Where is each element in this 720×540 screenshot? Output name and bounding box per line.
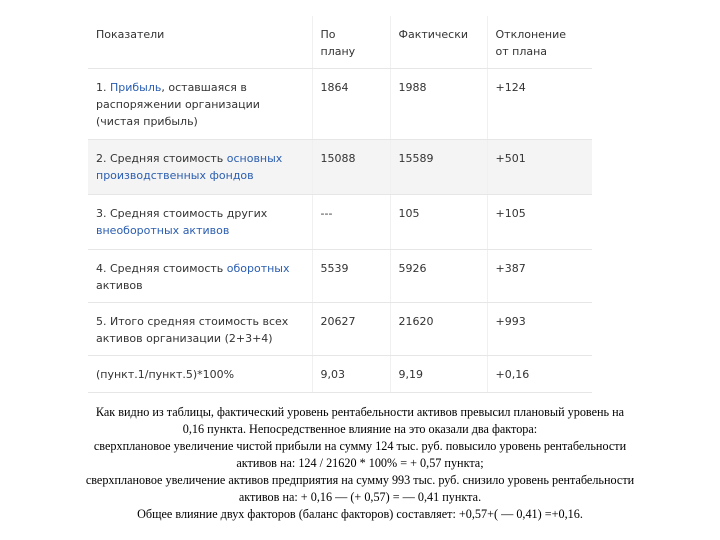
indicators-table — [88, 16, 592, 393]
actual-value: 15589 — [390, 140, 487, 195]
table-row — [88, 69, 592, 140]
term-link[interactable]: основных производственных фондов — [96, 152, 283, 182]
term-link[interactable]: оборотных — [226, 262, 290, 275]
term-link[interactable]: внеоборотных активов — [96, 224, 230, 237]
analysis-line: Как видно из таблицы, фактический уровень рентабельности активов превысил плановый уровень на — [95, 405, 625, 419]
analysis-line: активов на: 124 / 21620 * 100% = + 0,57 пункта; — [236, 456, 484, 470]
table-row — [88, 140, 592, 195]
deviation-value: +105 — [487, 195, 592, 250]
indicator-label: 2. Средняя стоимость основных производственных фондов — [88, 140, 312, 195]
deviation-value: +124 — [487, 69, 592, 140]
deviation-value: +993 — [487, 303, 592, 356]
plan-value: 20627 — [312, 303, 390, 356]
deviation-value: +501 — [487, 140, 592, 195]
indicator-label: (пункт.1/пункт.5)*100% — [88, 356, 312, 393]
actual-value: 5926 — [390, 250, 487, 303]
analysis-line: 0,16 пункта. Непосредственное влияние на это оказали два фактора: — [182, 422, 538, 436]
actual-value: 1988 — [390, 69, 487, 140]
indicator-label: 3. Средняя стоимость других внеоборотных активов — [88, 195, 312, 250]
indicators-table-container — [88, 16, 592, 393]
actual-value: 105 — [390, 195, 487, 250]
table-row — [88, 195, 592, 250]
indicator-label: 4. Средняя стоимость оборотных активов — [88, 250, 312, 303]
analysis-line: Общее влияние двух факторов (баланс факторов) составляет: +0,57+( — 0,41) =+0,16. — [137, 507, 583, 521]
header-plan: По плану — [312, 16, 390, 69]
header-deviation: Отклонение от плана — [487, 16, 592, 69]
plan-value: 15088 — [312, 140, 390, 195]
analysis-text — [20, 404, 700, 523]
deviation-value: +387 — [487, 250, 592, 303]
table-body — [88, 16, 592, 393]
analysis-line: активов на: + 0,16 — (+ 0,57) = — 0,41 пункта. — [238, 490, 482, 504]
plan-value: 5539 — [312, 250, 390, 303]
actual-value: 9,19 — [390, 356, 487, 393]
table-header-row — [88, 16, 592, 69]
analysis-line: сверхплановое увеличение чистой прибыли на сумму 124 тыс. руб. повысило уровень рентабельности — [93, 439, 627, 453]
actual-value: 21620 — [390, 303, 487, 356]
header-indicators: Показатели — [88, 16, 312, 69]
table-row — [88, 356, 592, 393]
indicator-label: 1. Прибыль, оставшаяся в распоряжении организации (чистая прибыль) — [88, 69, 312, 140]
table-row — [88, 303, 592, 356]
plan-value: 1864 — [312, 69, 390, 140]
plan-value: 9,03 — [312, 356, 390, 393]
term-link[interactable]: Прибыль — [110, 81, 162, 94]
analysis-line: сверхплановое увеличение активов предприятия на сумму 993 тыс. руб. снизило уровень рентабельности — [85, 473, 635, 487]
deviation-value: +0,16 — [487, 356, 592, 393]
plan-value: --- — [312, 195, 390, 250]
table-row — [88, 250, 592, 303]
indicator-label: 5. Итого средняя стоимость всех активов организации (2+3+4) — [88, 303, 312, 356]
header-actual: Фактически — [390, 16, 487, 69]
